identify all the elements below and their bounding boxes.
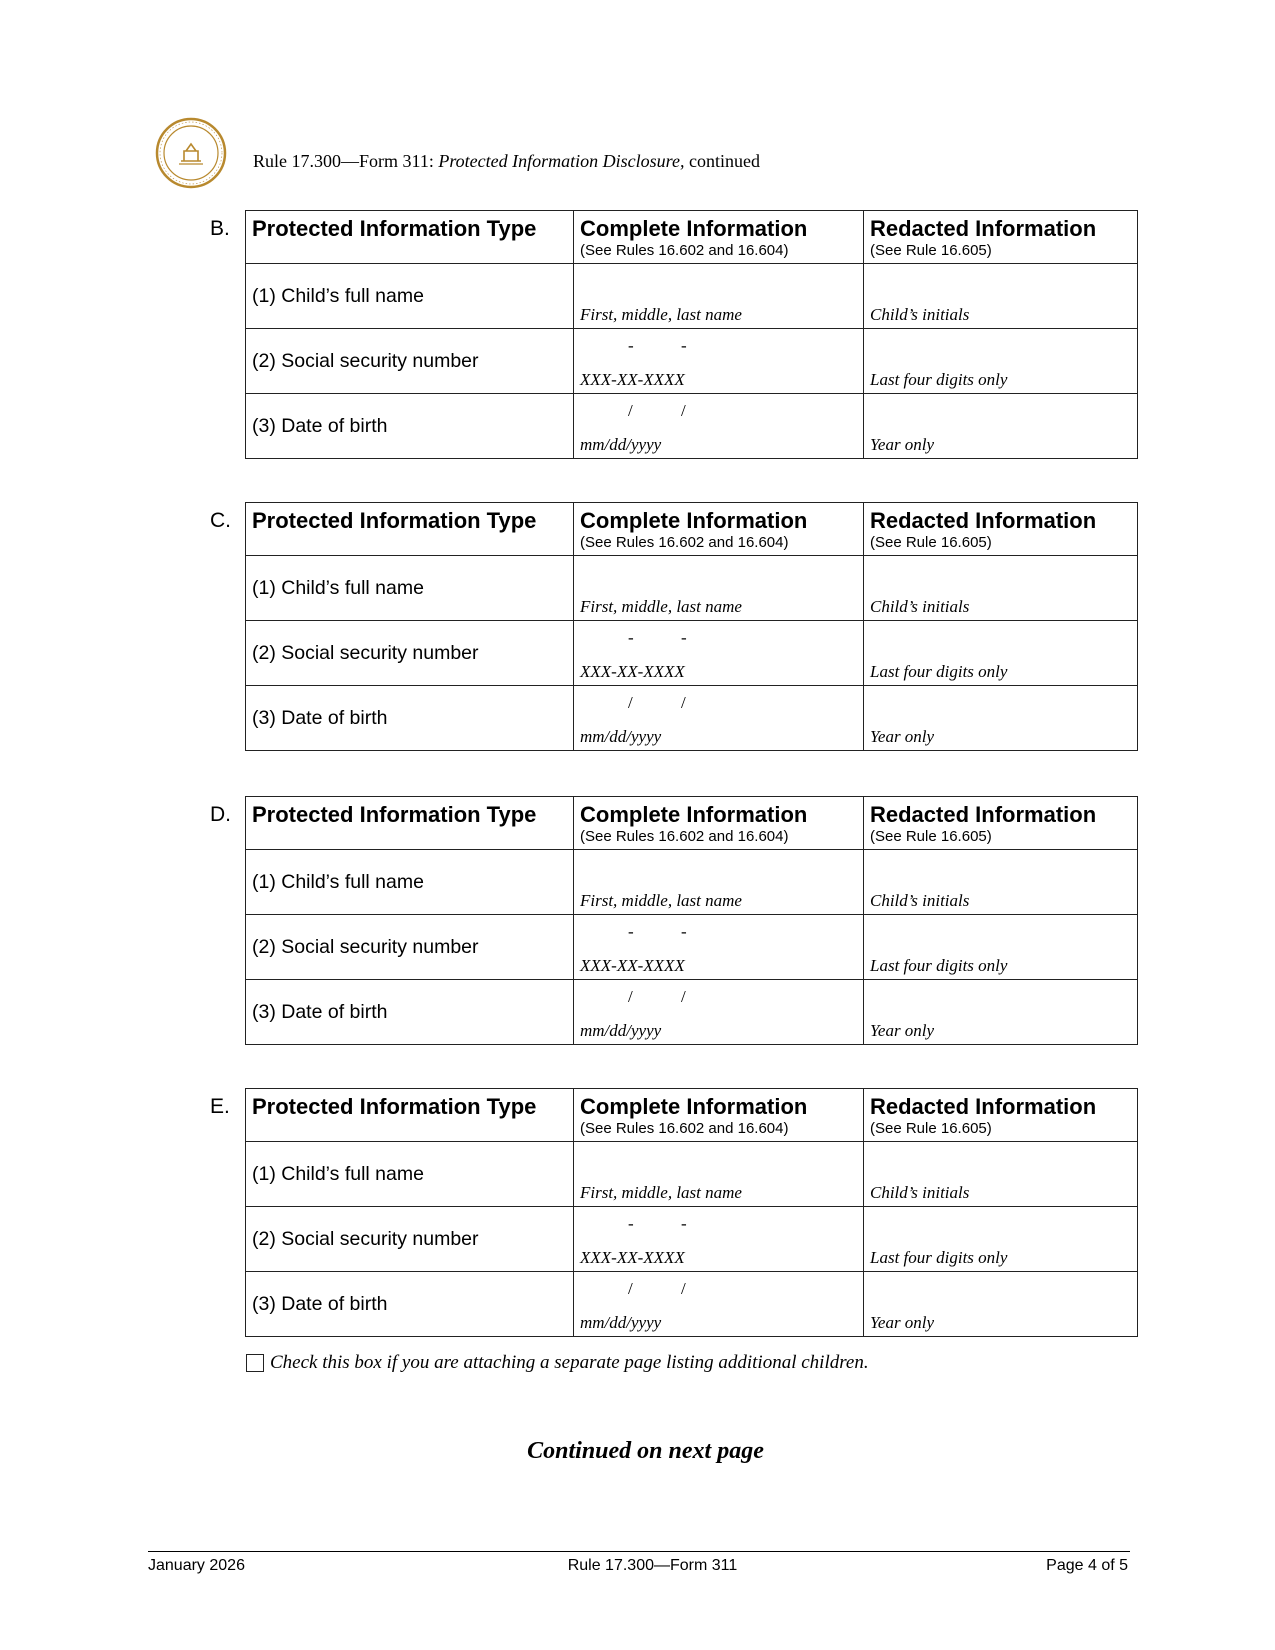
- redacted-info-field[interactable]: [864, 850, 1138, 915]
- redacted-info-field[interactable]: [864, 686, 1138, 751]
- info-type-label: (2) Social security number: [252, 936, 479, 958]
- header-complete-label: Complete Information: [580, 802, 808, 827]
- redacted-info-hint: Year only: [870, 1021, 935, 1040]
- info-type-cell: [246, 394, 574, 459]
- field-separator: /: [628, 987, 633, 1006]
- info-type-label: (3) Date of birth: [252, 415, 388, 437]
- complete-info-hint: First, middle, last name: [580, 597, 742, 616]
- redacted-info-hint: Year only: [870, 1313, 935, 1332]
- header-complete-label: Complete Information: [580, 1094, 808, 1119]
- info-type-cell: [246, 850, 574, 915]
- section-letter: E.: [210, 1095, 230, 1118]
- info-type-label: (1) Child’s full name: [252, 871, 424, 893]
- header-redacted-label: Redacted Information: [870, 802, 1097, 827]
- court-seal-logo: [155, 117, 227, 189]
- redacted-info-hint: Last four digits only: [870, 956, 1008, 975]
- page-header: [253, 151, 760, 172]
- header-redacted-sub: (See Rule 16.605): [870, 534, 992, 551]
- field-separator: /: [628, 1279, 633, 1298]
- table-row: [246, 1272, 1138, 1337]
- redacted-info-field[interactable]: [864, 1272, 1138, 1337]
- header-cell-type: [246, 211, 574, 264]
- section-letter: C.: [210, 509, 231, 532]
- header-cell-type: [246, 1089, 574, 1142]
- complete-info-field[interactable]: [574, 980, 864, 1045]
- redacted-info-hint: Last four digits only: [870, 1248, 1008, 1267]
- field-separator: /: [628, 401, 633, 420]
- field-separator: -: [681, 1214, 687, 1233]
- header-cell-complete: [574, 1089, 864, 1142]
- field-separator: -: [628, 922, 634, 941]
- complete-info-hint: First, middle, last name: [580, 891, 742, 910]
- header-cell-redacted: [864, 211, 1138, 264]
- field-separator: /: [681, 987, 686, 1006]
- header-form-title: Protected Information Disclosure,: [438, 151, 685, 171]
- table-header-row: [246, 503, 1138, 556]
- header-cell-redacted: [864, 1089, 1138, 1142]
- info-type-cell: [246, 980, 574, 1045]
- table-row: [246, 915, 1138, 980]
- complete-info-field[interactable]: [574, 1207, 864, 1272]
- section-letter: B.: [210, 217, 230, 240]
- header-redacted-sub: (See Rule 16.605): [870, 828, 992, 845]
- field-separator: /: [681, 693, 686, 712]
- header-type-label: Protected Information Type: [252, 802, 537, 827]
- footer-date: January 2026: [148, 1557, 245, 1574]
- complete-info-hint: mm/dd/yyyy: [580, 1313, 662, 1332]
- redacted-info-field[interactable]: [864, 556, 1138, 621]
- field-separator: -: [681, 628, 687, 647]
- redacted-info-hint: Last four digits only: [870, 370, 1008, 389]
- complete-info-hint: XXX-XX-XXXX: [580, 662, 685, 681]
- section-letter: D.: [210, 803, 231, 826]
- additional-children-checkbox[interactable]: [246, 1354, 264, 1372]
- footer-divider: [148, 1551, 1130, 1552]
- header-complete-label: Complete Information: [580, 508, 808, 533]
- field-separator: /: [681, 401, 686, 420]
- table-row: [246, 264, 1138, 329]
- info-type-cell: [246, 686, 574, 751]
- header-cell-complete: [574, 211, 864, 264]
- info-type-label: (1) Child’s full name: [252, 577, 424, 599]
- header-redacted-sub: (See Rule 16.605): [870, 1120, 992, 1137]
- header-type-label: Protected Information Type: [252, 1094, 537, 1119]
- continued-notice: Continued on next page: [527, 1438, 764, 1464]
- redacted-info-field[interactable]: [864, 264, 1138, 329]
- footer-page-number: Page 4 of 5: [1046, 1557, 1128, 1574]
- complete-info-field[interactable]: [574, 394, 864, 459]
- info-type-label: (1) Child’s full name: [252, 285, 424, 307]
- complete-info-hint: First, middle, last name: [580, 305, 742, 324]
- complete-info-hint: mm/dd/yyyy: [580, 727, 662, 746]
- info-type-cell: [246, 556, 574, 621]
- checkbox-label: Check this box if you are attaching a separate page listing additional children.: [270, 1352, 869, 1373]
- info-type-cell: [246, 264, 574, 329]
- redacted-info-hint: Last four digits only: [870, 662, 1008, 681]
- info-type-cell: [246, 1207, 574, 1272]
- complete-info-hint: XXX-XX-XXXX: [580, 956, 685, 975]
- header-type-label: Protected Information Type: [252, 508, 537, 533]
- info-type-label: (3) Date of birth: [252, 1001, 388, 1023]
- redacted-info-hint: Child’s initials: [870, 1183, 970, 1202]
- complete-info-field[interactable]: [574, 1142, 864, 1207]
- header-redacted-label: Redacted Information: [870, 1094, 1097, 1119]
- header-cell-type: [246, 503, 574, 556]
- field-separator: /: [628, 693, 633, 712]
- header-complete-label: Complete Information: [580, 216, 808, 241]
- info-type-label: (2) Social security number: [252, 350, 479, 372]
- table-row: [246, 1142, 1138, 1207]
- info-type-cell: [246, 329, 574, 394]
- table-row: [246, 394, 1138, 459]
- header-redacted-label: Redacted Information: [870, 508, 1097, 533]
- complete-info-hint: mm/dd/yyyy: [580, 1021, 662, 1040]
- header-complete-sub: (See Rules 16.602 and 16.604): [580, 828, 789, 845]
- table-header-row: [246, 211, 1138, 264]
- protected-info-table: [245, 502, 1138, 751]
- redacted-info-field[interactable]: [864, 1142, 1138, 1207]
- header-cell-type: [246, 797, 574, 850]
- header-complete-sub: (See Rules 16.602 and 16.604): [580, 1120, 789, 1137]
- info-type-cell: [246, 1142, 574, 1207]
- info-type-cell: [246, 1272, 574, 1337]
- header-rule: Rule 17.300—Form 311:: [253, 151, 439, 171]
- redacted-info-field[interactable]: [864, 394, 1138, 459]
- field-separator: -: [628, 1214, 634, 1233]
- complete-info-field[interactable]: [574, 329, 864, 394]
- complete-info-field[interactable]: [574, 915, 864, 980]
- info-type-label: (3) Date of birth: [252, 707, 388, 729]
- additional-children-option: [246, 1352, 869, 1374]
- table-row: [246, 556, 1138, 621]
- info-type-label: (2) Social security number: [252, 642, 479, 664]
- table-row: [246, 980, 1138, 1045]
- complete-info-hint: XXX-XX-XXXX: [580, 370, 685, 389]
- redacted-info-hint: Child’s initials: [870, 305, 970, 324]
- complete-info-field[interactable]: [574, 264, 864, 329]
- protected-info-table: [245, 1088, 1138, 1337]
- table-header-row: [246, 1089, 1138, 1142]
- header-cell-complete: [574, 797, 864, 850]
- table-row: [246, 686, 1138, 751]
- table-row: [246, 621, 1138, 686]
- header-complete-sub: (See Rules 16.602 and 16.604): [580, 242, 789, 259]
- redacted-info-hint: Child’s initials: [870, 891, 970, 910]
- footer-form-id: Rule 17.300—Form 311: [567, 1557, 738, 1574]
- info-type-label: (1) Child’s full name: [252, 1163, 424, 1185]
- redacted-info-field[interactable]: [864, 621, 1138, 686]
- header-cell-redacted: [864, 503, 1138, 556]
- field-separator: -: [681, 922, 687, 941]
- field-separator: -: [628, 336, 634, 355]
- protected-info-table: [245, 796, 1138, 1045]
- complete-info-field[interactable]: [574, 621, 864, 686]
- info-type-label: (2) Social security number: [252, 1228, 479, 1250]
- complete-info-field[interactable]: [574, 686, 864, 751]
- table-row: [246, 850, 1138, 915]
- protected-info-table: [245, 210, 1138, 459]
- redacted-info-field[interactable]: [864, 980, 1138, 1045]
- complete-info-hint: First, middle, last name: [580, 1183, 742, 1202]
- header-cell-complete: [574, 503, 864, 556]
- header-complete-sub: (See Rules 16.602 and 16.604): [580, 534, 789, 551]
- header-type-label: Protected Information Type: [252, 216, 537, 241]
- info-type-label: (3) Date of birth: [252, 1293, 388, 1315]
- header-redacted-sub: (See Rule 16.605): [870, 242, 992, 259]
- redacted-info-field[interactable]: [864, 1207, 1138, 1272]
- complete-info-hint: XXX-XX-XXXX: [580, 1248, 685, 1267]
- redacted-info-hint: Year only: [870, 727, 935, 746]
- table-row: [246, 329, 1138, 394]
- complete-info-field[interactable]: [574, 1272, 864, 1337]
- redacted-info-field[interactable]: [864, 915, 1138, 980]
- info-type-cell: [246, 915, 574, 980]
- field-separator: /: [681, 1279, 686, 1298]
- complete-info-hint: mm/dd/yyyy: [580, 435, 662, 454]
- header-redacted-label: Redacted Information: [870, 216, 1097, 241]
- header-cell-redacted: [864, 797, 1138, 850]
- table-header-row: [246, 797, 1138, 850]
- table-row: [246, 1207, 1138, 1272]
- field-separator: -: [681, 336, 687, 355]
- header-continued: continued: [684, 151, 760, 171]
- redacted-info-hint: Child’s initials: [870, 597, 970, 616]
- info-type-cell: [246, 621, 574, 686]
- complete-info-field[interactable]: [574, 850, 864, 915]
- field-separator: -: [628, 628, 634, 647]
- redacted-info-hint: Year only: [870, 435, 935, 454]
- complete-info-field[interactable]: [574, 556, 864, 621]
- redacted-info-field[interactable]: [864, 329, 1138, 394]
